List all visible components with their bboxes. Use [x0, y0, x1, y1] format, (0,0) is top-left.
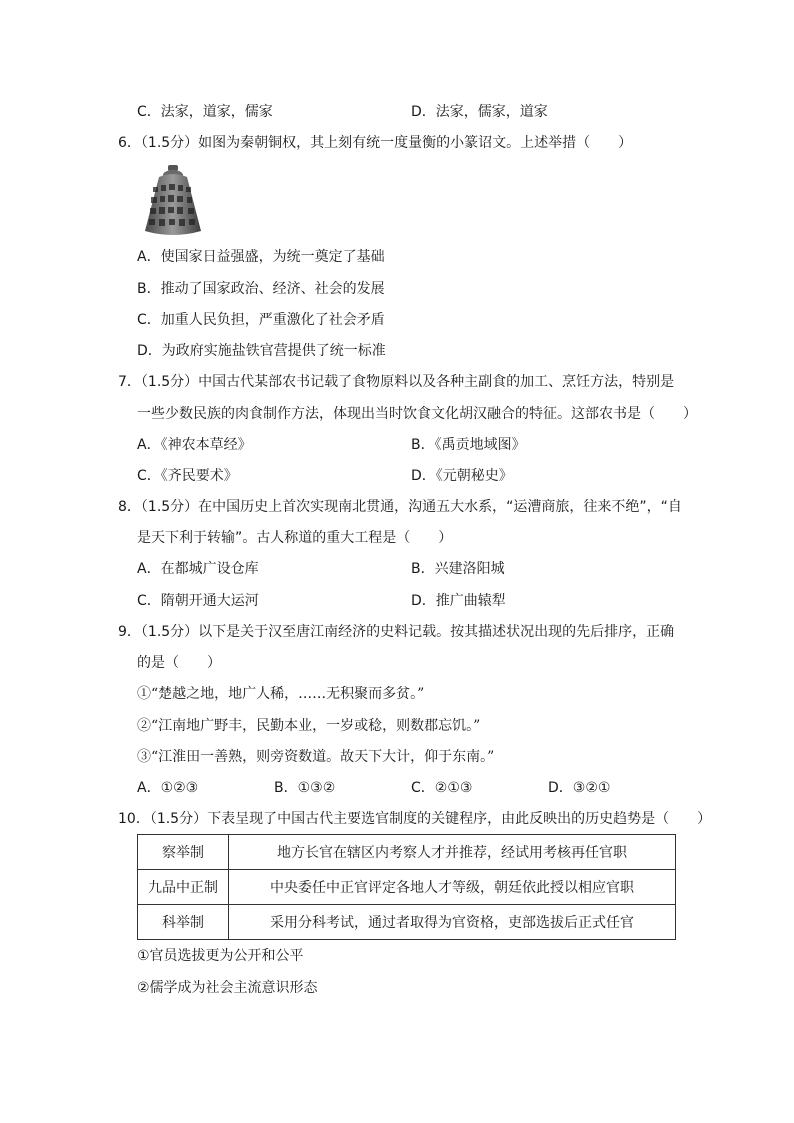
q9-stem-line2: 的是（ ）	[137, 655, 221, 671]
q9-quote-2: ②“江南地广野丰，民勤本业，一岁或稔，则数郡忘饥。”	[137, 718, 481, 734]
q7-option-a: A．《神农本草经》	[137, 437, 252, 453]
q9-option-d: D．③②①	[548, 780, 611, 796]
table-cell-procedure: 中央委任中正官评定各地人才等级，朝廷依此授以相应官职	[229, 870, 676, 905]
q7-option-b: B．《禹贡地域图》	[411, 437, 526, 453]
q6-option-d: D．为政府实施盐铁官营提供了统一标准	[137, 343, 386, 359]
q7-option-c: C．《齐民要术》	[137, 468, 238, 484]
table-row	[138, 870, 676, 905]
q7-stem-line1: 7．（1.5分）中国古代某部农书记载了食物原料以及各种主副食的加工、烹饪方法，特别是	[118, 374, 675, 390]
q7-stem-line2: 一些少数民族的肉食制作方法，体现出当时饮食文化胡汉融合的特征。这部农书是（ ）	[137, 406, 697, 422]
selection-system-table	[137, 834, 676, 940]
qin-bronze-weight-image	[141, 165, 205, 239]
q9-quote-1: ①“楚越之地，地广人稀，……无积聚而多贫。”	[137, 686, 425, 702]
q6-option-c: C．加重人民负担，严重激化了社会矛盾	[137, 312, 385, 328]
q8-option-a: A．在都城广设仓库	[137, 561, 259, 577]
q9-option-c: C．②①③	[411, 780, 473, 796]
q9-quote-3: ③“江淮田一善熟，则旁资数道。故天下大计，仰于东南。”	[137, 749, 495, 765]
q6-option-b: B．推动了国家政治、经济、社会的发展	[137, 281, 385, 297]
q7-option-d: D．《元朝秘史》	[411, 468, 513, 484]
table-cell-system: 察举制	[138, 835, 229, 870]
q8-option-d: D．推广曲辕犁	[411, 593, 506, 609]
q8-option-b: B．兴建洛阳城	[411, 561, 505, 577]
q10-item-2: ②儒学成为社会主流意识形态	[137, 980, 318, 996]
table-row	[138, 905, 676, 940]
q6-option-a: A．使国家日益强盛，为统一奠定了基础	[137, 249, 385, 265]
q5-option-d: D．法家，儒家，道家	[411, 104, 548, 120]
q8-stem-line2: 是天下利于转输”。古人称道的重大工程是（ ）	[137, 530, 453, 546]
q10-stem: 10．（1.5分）下表呈现了中国古代主要选官制度的关键程序，由此反映出的历史趋势是（ ）	[118, 811, 712, 827]
q8-stem-line1: 8．（1.5分）在中国历史上首次实现南北贯通，沟通五大水系，“运漕商旅，往来不绝”，“自	[118, 499, 682, 515]
table-cell-procedure: 采用分科考试，通过者取得为官资格，吏部选拔后正式任官	[229, 905, 676, 940]
table-row	[138, 835, 676, 870]
q10-item-1: ①官员选拔更为公开和公平	[137, 948, 304, 964]
q5-option-c: C．法家，道家，儒家	[137, 104, 273, 120]
table-cell-system: 科举制	[138, 905, 229, 940]
q9-stem-line1: 9．（1.5分）以下是关于汉至唐江南经济的史料记载。按其描述状况出现的先后排序，正确	[118, 624, 675, 640]
table-cell-system: 九品中正制	[138, 870, 229, 905]
q9-option-a: A．①②③	[137, 780, 199, 796]
q8-option-c: C．隋朝开通大运河	[137, 593, 259, 609]
q9-option-b: B．①③②	[274, 780, 336, 796]
q6-stem: 6．（1.5分）如图为秦朝铜权，其上刻有统一度量衡的小篆诏文。上述举措（ ）	[118, 135, 633, 151]
table-cell-procedure: 地方长官在辖区内考察人才并推荐，经试用考核再任官职	[229, 835, 676, 870]
